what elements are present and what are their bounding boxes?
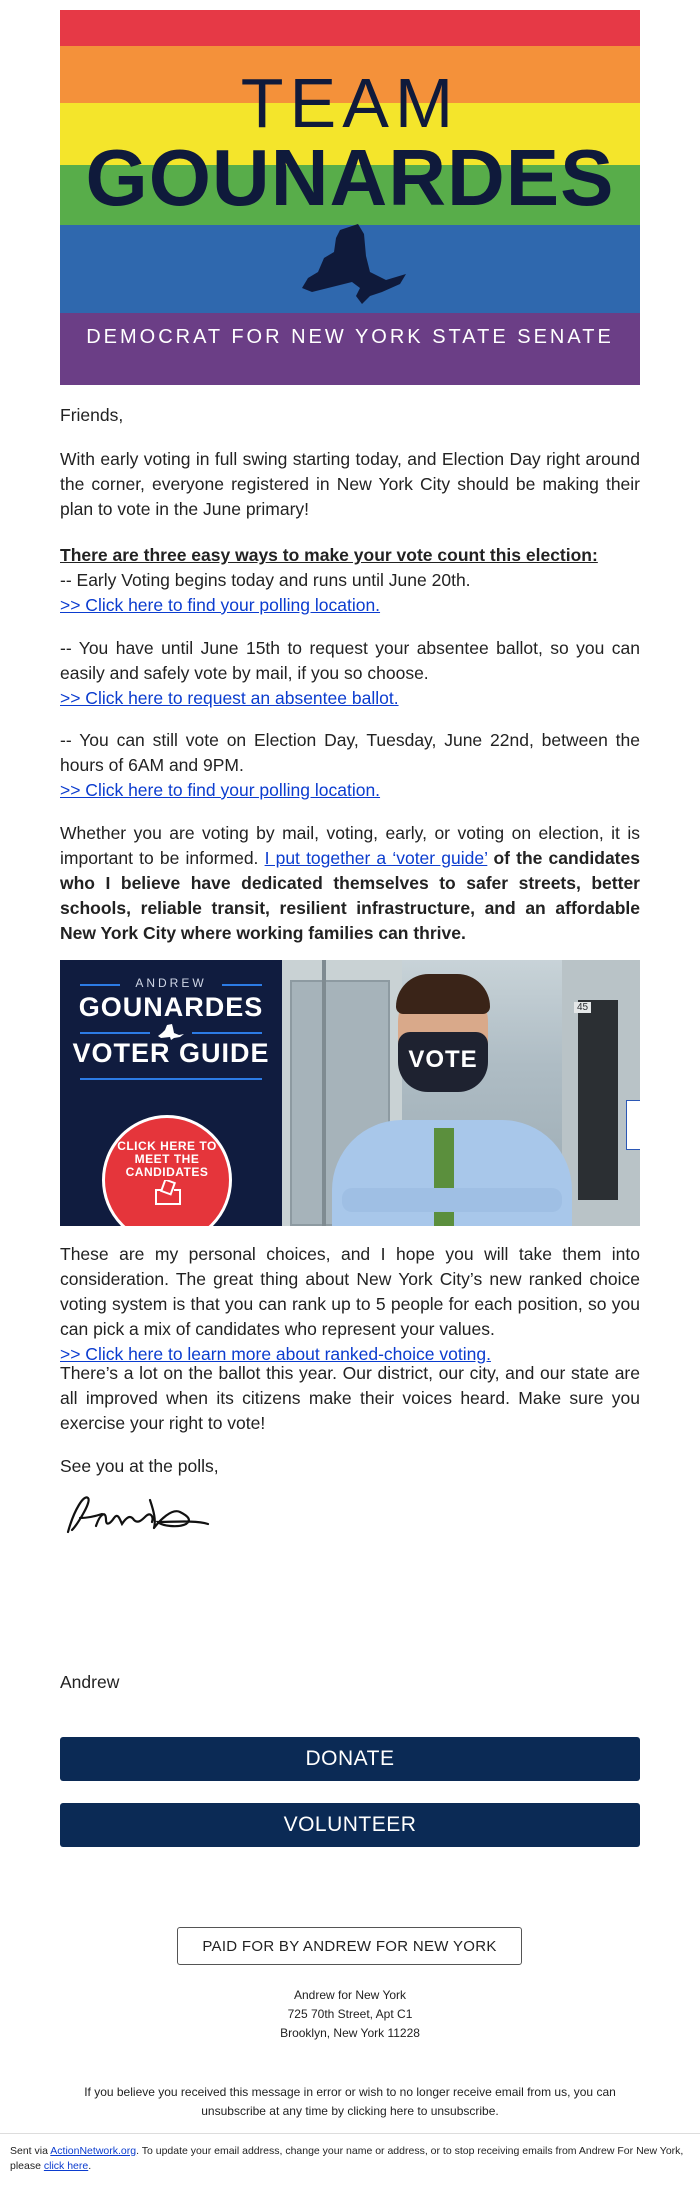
informed-bold-text: of the candidates who I believe have dedicated themselves to safer streets, better schools, reliable transit, resilient infrastructure, and an affordable New York City where working families can thrive. — [60, 848, 640, 943]
absentee-ballot-link[interactable]: >> Click here to request an absentee ballot. — [60, 688, 399, 708]
elevator-number: 45 — [574, 1002, 591, 1013]
stripe-purple — [60, 313, 640, 385]
footer-text — [10, 2144, 690, 2174]
greeting: Friends, — [60, 405, 124, 425]
donate-button[interactable]: DONATE — [60, 1737, 640, 1781]
ballot-paragraph: There’s a lot on the ballot this year. Our district, our city, and our state are all improved when its citizens make their voices heard. Make sure you exercise your right to vote! — [60, 1363, 640, 1433]
volunteer-button[interactable]: VOLUNTEER — [60, 1803, 640, 1847]
guide-name: GOUNARDES — [78, 992, 264, 1022]
voter-guide-panel — [60, 960, 282, 1226]
address-line-1: Andrew for New York — [293, 1988, 407, 2002]
click-here-link[interactable]: click here — [43, 2160, 89, 2172]
signature — [62, 1480, 212, 1540]
guide-title: VOTER GUIDE — [72, 1038, 270, 1068]
election-day-section — [60, 728, 640, 803]
voter-guide-banner[interactable] — [60, 960, 640, 1226]
banner-subtitle: DEMOCRAT FOR NEW YORK STATE SENATE — [86, 326, 614, 348]
decor-line — [80, 1078, 262, 1080]
guide-cta[interactable]: CLICK HERE TO MEET THE CANDIDATES — [117, 1139, 217, 1179]
polling-location-link[interactable]: >> Click here to find your polling location. — [60, 595, 381, 615]
informed-text: Whether you are voting by mail, voting, early, or voting on election, it is important to be informed. — [60, 823, 640, 868]
hair — [396, 974, 490, 1014]
door-frame — [322, 960, 326, 1226]
choices-text: These are my personal choices, and I hope you will take them into consideration. The great thing about New York City’s new ranked choice voting system is that you can rank up to 5 people for each position, so you can pick a mix of candidates who represent your values. — [60, 1244, 640, 1339]
ranked-choice-link[interactable]: >> Click here to learn more about ranked-choice voting. — [60, 1344, 491, 1364]
decor-line — [192, 1032, 262, 1034]
paid-for-box: PAID FOR BY ANDREW FOR NEW YORK — [177, 1927, 522, 1965]
address-line-3: Brooklyn, New York 11228 — [280, 2026, 420, 2040]
header-banner — [60, 10, 640, 385]
footer-sent-via: Sent via — [10, 2145, 48, 2157]
ways-section — [60, 543, 640, 618]
footer-rest: . To update your email address, change your name or address, or to stop receiving emails from Andrew For New York, please — [10, 2145, 684, 2172]
actionnetwork-link[interactable]: ActionNetwork.org — [50, 2145, 137, 2157]
footer — [0, 2133, 700, 2196]
polling-location-link-2[interactable]: >> Click here to find your polling location. — [60, 780, 381, 800]
absentee-text: -- You have until June 15th to request your absentee ballot, so you can easily and safely vote by mail, if you so choose. — [60, 638, 640, 683]
closing: See you at the polls, — [60, 1456, 219, 1476]
arms — [342, 1188, 562, 1212]
election-day-text: -- You can still vote on Election Day, Tuesday, June 22nd, between the hours of 6AM and 9PM. — [60, 730, 640, 775]
absentee-section — [60, 636, 640, 711]
guide-andrew: ANDREW — [135, 976, 207, 990]
informed-paragraph — [60, 821, 640, 946]
banner-team: TEAM — [240, 64, 460, 142]
signer-name: Andrew — [60, 1672, 120, 1692]
early-voting-text: -- Early Voting begins today and runs until June 20th. — [60, 570, 471, 590]
unsubscribe-text[interactable]: If you believe you received this message in error or wish to no longer receive email from us, you can unsubscribe at any time by clicking here to unsubscribe. — [84, 2085, 616, 2118]
ways-heading: There are three easy ways to make your vote count this election: — [60, 545, 598, 565]
banner-name: GOUNARDES — [85, 133, 615, 222]
choices-section — [60, 1242, 640, 1367]
footer-end: . — [88, 2160, 92, 2172]
elevator-door — [578, 1000, 618, 1200]
decor-line — [80, 1032, 150, 1034]
candidate-photo — [282, 960, 640, 1226]
address-block — [0, 1986, 700, 2043]
mask-text: VOTE — [408, 1046, 478, 1073]
voter-guide-link[interactable]: I put together a ‘voter guide’ — [264, 848, 488, 868]
new-york-state-icon — [300, 222, 410, 307]
address-line-2: 725 70th Street, Apt C1 — [287, 2007, 413, 2021]
ballot-box-icon — [154, 1180, 182, 1206]
stripe-red — [60, 10, 640, 46]
intro-paragraph: With early voting in full swing starting today, and Election Day right around the corner, everyone registered in New York City should be making their plan to vote in the June primary! — [60, 449, 640, 519]
sign — [626, 1100, 640, 1150]
